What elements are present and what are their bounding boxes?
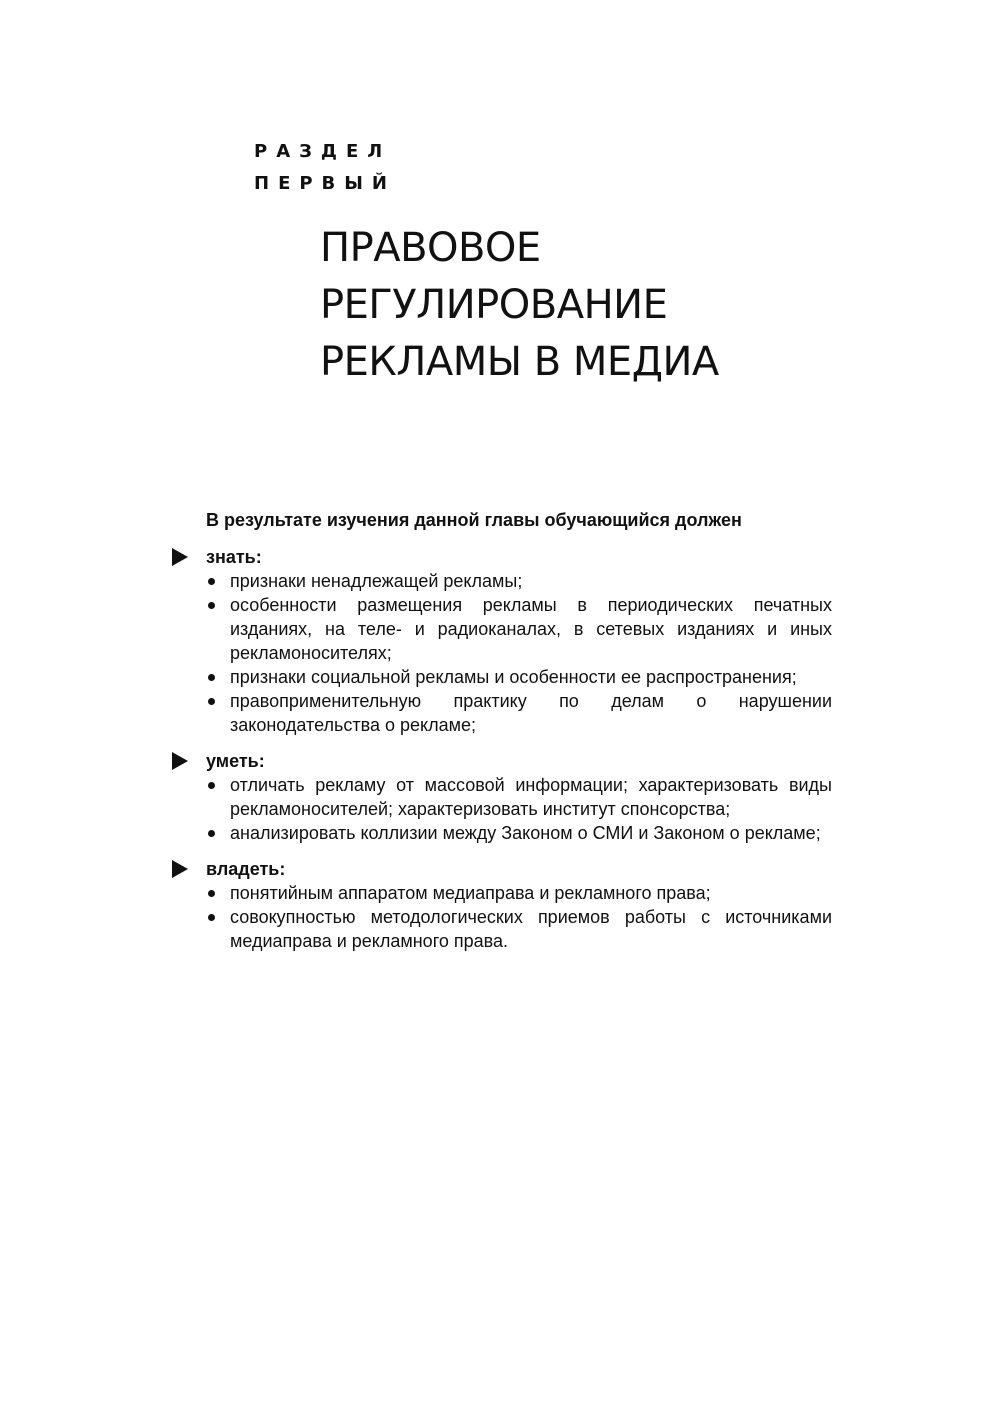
chapter-title-line-3: РЕКЛАМЫ В МЕДИА [320,339,719,385]
outcome-group-be-able [206,749,832,845]
group-heading: владеть: [206,859,286,879]
outcomes-intro: В результате изучения данной главы обучающийся должен [206,510,742,530]
chapter-title [320,220,719,391]
list-item: признаки социальной рекламы и особенности ее распространения; [230,665,832,689]
list-item: отличать рекламу от массовой информации; характеризовать виды рекламоносителей; характеризовать институт спонсорства; [230,775,832,819]
section-label-line-1: РАЗДЕЛ [254,141,392,162]
section-label-line-2: ПЕРВЫЙ [254,173,396,194]
list-item: анализировать коллизии между Законом о СМИ и Законом о рекламе; [230,821,832,845]
triangle-arrow-icon [172,548,188,566]
outcome-list [206,569,832,737]
outcome-group-know [206,545,832,737]
section-label [254,136,396,200]
outcome-list [206,881,832,953]
triangle-arrow-icon [172,860,188,878]
outcome-list [206,773,832,845]
outcome-group-master [206,857,832,953]
chapter-title-line-1: ПРАВОВОЕ [320,225,541,271]
list-item: правоприменительную практику по делам о нарушении законодательства о рекламе; [230,691,832,735]
learning-outcomes [206,508,832,965]
list-item: совокупностью методологических приемов работы с источниками медиаправа и рекламного права. [230,907,832,951]
triangle-arrow-icon [172,752,188,770]
group-heading: знать: [206,547,262,567]
list-item: понятийным аппаратом медиаправа и рекламного права; [230,881,832,905]
group-heading: уметь: [206,751,265,771]
list-item: особенности размещения рекламы в периодических печатных изданиях, на теле- и радиоканалах, в сетевых изданиях и иных рекламоносителях; [230,595,832,663]
chapter-title-line-2: РЕГУЛИРОВАНИЕ [320,282,668,328]
list-item: признаки ненадлежащей рекламы; [230,569,832,593]
